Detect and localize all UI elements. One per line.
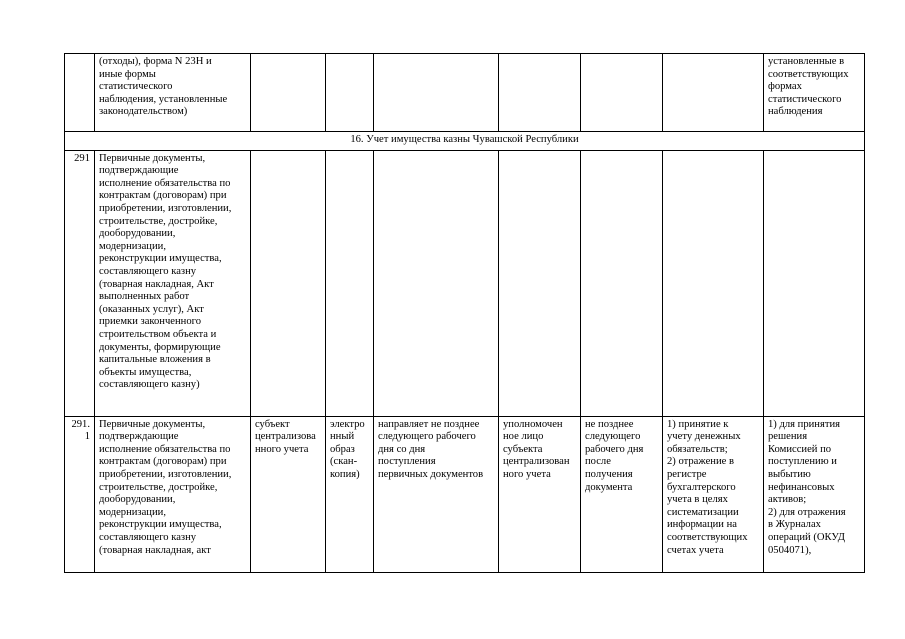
accounting-table bbox=[64, 53, 865, 573]
deadline-cell bbox=[581, 54, 663, 132]
creator-cell: субъект централизова нного учета bbox=[251, 416, 326, 572]
deadline-cell bbox=[581, 150, 663, 416]
timing-cell: направляет не позднее следующего рабочего дня со дня поступления первичных документов bbox=[374, 416, 499, 572]
creator-cell bbox=[251, 54, 326, 132]
format-cell bbox=[326, 54, 374, 132]
document-cell: (отходы), форма N 23Н и иные формы статистического наблюдения, установленные законодательством) bbox=[95, 54, 251, 132]
section-title: 16. Учет имущества казны Чувашской Республики bbox=[65, 132, 865, 151]
row-number: 291. 1 bbox=[65, 416, 95, 572]
recipient-cell bbox=[499, 54, 581, 132]
document-cell: Первичные документы, подтверждающие исполнение обязательства по контрактам (договорам) при приобретении, изготовлении, строительстве, достройке, дооборудовании, модернизации, реконструкции имущества, составляющего казну (товарная накладная, Акт выполненных работ (оказанных услуг), Акт приемки законченного строительством объекта и документы, формирующие капитальные вложения в объекты имущества, составляющего казну) bbox=[95, 150, 251, 416]
document-page bbox=[64, 53, 864, 573]
table-row bbox=[65, 150, 865, 416]
recipient-cell: уполномочен ное лицо субъекта централизован ного учета bbox=[499, 416, 581, 572]
purpose-cell: установленные в соответствующих формах статистического наблюдения bbox=[764, 54, 865, 132]
format-cell: электро нный образ (скан- копия) bbox=[326, 416, 374, 572]
purpose-cell: 1) для принятия решения Комиссией по поступлению и выбытию нефинансовых активов; 2) для отражения в Журналах операций (ОКУД 0504071), bbox=[764, 416, 865, 572]
section-row bbox=[65, 132, 865, 151]
page-bottom-margin bbox=[0, 589, 905, 639]
timing-cell bbox=[374, 54, 499, 132]
table-row bbox=[65, 54, 865, 132]
timing-cell bbox=[374, 150, 499, 416]
action-cell bbox=[663, 54, 764, 132]
creator-cell bbox=[251, 150, 326, 416]
table-row bbox=[65, 416, 865, 572]
recipient-cell bbox=[499, 150, 581, 416]
row-number: 291 bbox=[65, 150, 95, 416]
format-cell bbox=[326, 150, 374, 416]
deadline-cell: не позднее следующего рабочего дня после получения документа bbox=[581, 416, 663, 572]
document-cell: Первичные документы, подтверждающие исполнение обязательства по контрактам (договорам) при приобретении, изготовлении, строительстве, достройке, дооборудовании, модернизации, реконструкции имущества, составляющего казну (товарная накладная, акт bbox=[95, 416, 251, 572]
action-cell: 1) принятие к учету денежных обязательств; 2) отражение в регистре бухгалтерского учета в целях систематизации информации на соответствующих счетах учета bbox=[663, 416, 764, 572]
action-cell bbox=[663, 150, 764, 416]
num-cell bbox=[65, 54, 95, 132]
purpose-cell bbox=[764, 150, 865, 416]
